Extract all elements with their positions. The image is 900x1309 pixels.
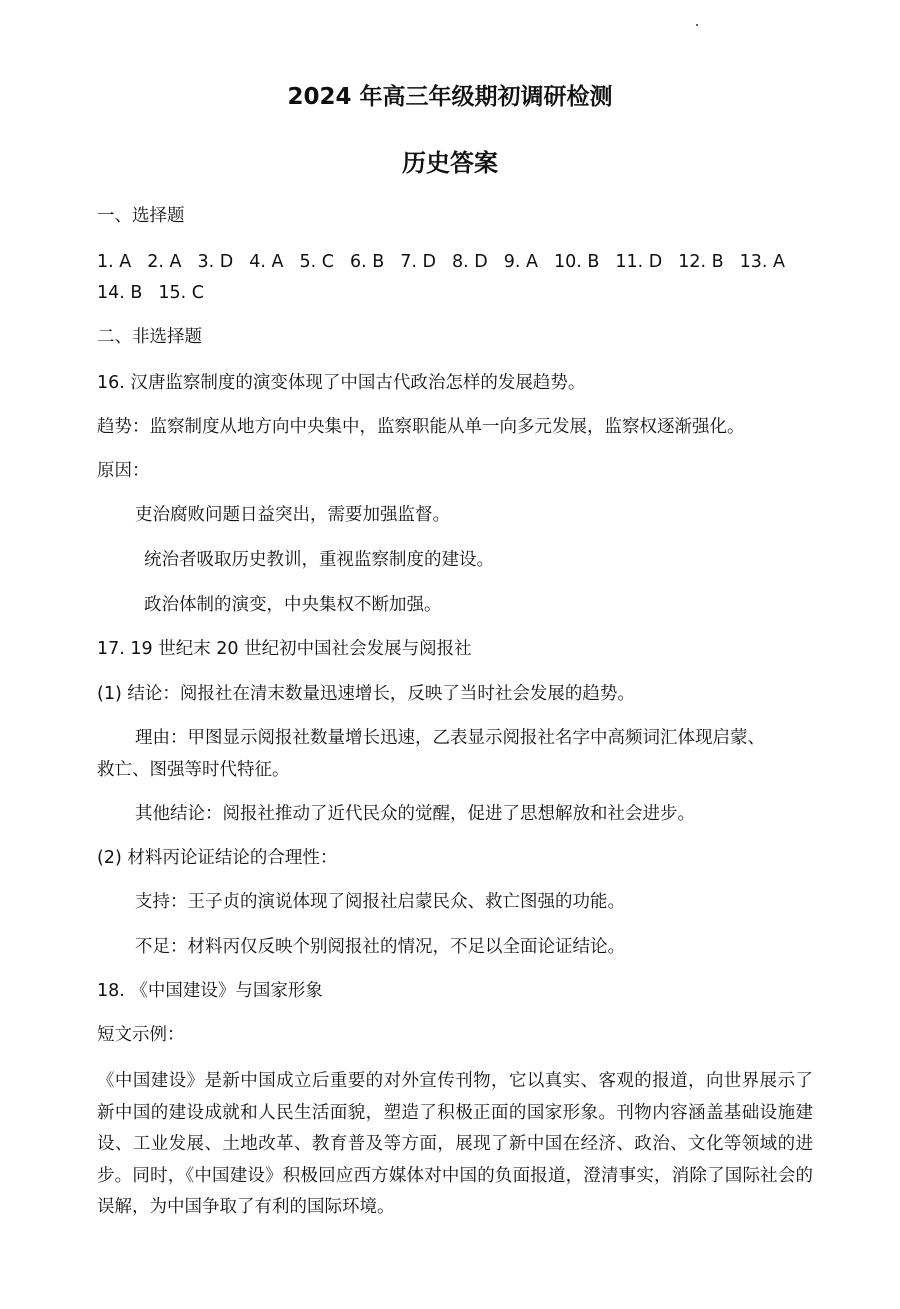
answer-item: 2. A: [147, 252, 182, 272]
q17-reason-line2: 救亡、图强等时代特征。: [97, 760, 290, 780]
q17-insufficiency: 不足：材料丙仅反映个别阅报社的情况，不足以全面论证结论。: [135, 937, 625, 957]
section-choice-heading: 一、选择题: [97, 206, 185, 226]
q16-reason-label: 原因：: [97, 461, 150, 481]
answer-item: 8. D: [451, 252, 488, 272]
answer-item: 14. B: [97, 283, 143, 303]
q16-title: 16. 汉唐监察制度的演变体现了中国古代政治怎样的发展趋势。: [97, 373, 586, 393]
q17-title: 17. 19 世纪末 20 世纪初中国社会发展与阅报社: [97, 639, 472, 659]
document-title: 2024 年高三年级期初调研检测: [287, 84, 613, 110]
scan-speck: [696, 24, 698, 26]
q17-conclusion: (1) 结论：阅报社在清末数量迅速增长，反映了当时社会发展的趋势。: [97, 684, 635, 704]
answer-item: 9. A: [503, 252, 538, 272]
answer-item: 6. B: [349, 252, 385, 272]
section-nonchoice-heading: 二、非选择题: [97, 327, 202, 347]
q17-reason-line1: 理由：甲图显示阅报社数量增长迅速，乙表显示阅报社名字中高频词汇体现启蒙、: [135, 728, 765, 748]
answer-item: 1. A: [97, 252, 132, 272]
q18-sample-label: 短文示例：: [97, 1025, 185, 1045]
answer-item: 4. A: [249, 252, 284, 272]
q17-support: 支持：王子贞的演说体现了阅报社启蒙民众、救亡图强的功能。: [135, 892, 625, 912]
q16-reason-2: 统治者吸取历史教训，重视监察制度的建设。: [144, 550, 494, 570]
q17-other-conclusion: 其他结论：阅报社推动了近代民众的觉醒，促进了思想解放和社会进步。: [135, 804, 695, 824]
q16-trend: 趋势：监察制度从地方向中央集中，监察职能从单一向多元发展，监察权逐渐强化。: [97, 417, 745, 437]
answer-item: 15. C: [158, 283, 205, 303]
q18-sample-essay: 《中国建设》是新中国成立后重要的对外宣传刊物，它以真实、客观的报道，向世界展示了新中国的建设成就和人民生活面貌，塑造了积极正面的国家形象。刊物内容涵盖基础设施建设、工业发展、土地改革、教育普及等方面，展现了新中国在经济、政治、文化等领域的进步。同时，《中国建设》积极回应西方媒体对中国的负面报道，澄清事实，消除了国际社会的误解，为中国争取了有利的国际环境。: [97, 1071, 813, 1217]
answer-item: 11. D: [615, 252, 663, 272]
document-subtitle: 历史答案: [402, 149, 498, 177]
q16-reason-3: 政治体制的演变，中央集权不断加强。: [144, 595, 442, 615]
q16-reason-1: 吏治腐败问题日益突出，需要加强监督。: [135, 505, 450, 525]
answer-item: 5. C: [299, 252, 334, 272]
choice-answers: [97, 247, 817, 309]
answer-item: 10. B: [553, 252, 600, 272]
q18-title: 18. 《中国建设》与国家形象: [97, 981, 323, 1001]
q17-part2-title: (2) 材料丙论证结论的合理性：: [97, 848, 338, 868]
answer-item: 13. A: [739, 252, 785, 272]
answer-item: 12. B: [678, 252, 724, 272]
answer-item: 3. D: [197, 252, 234, 272]
answer-item: 7. D: [400, 252, 436, 272]
